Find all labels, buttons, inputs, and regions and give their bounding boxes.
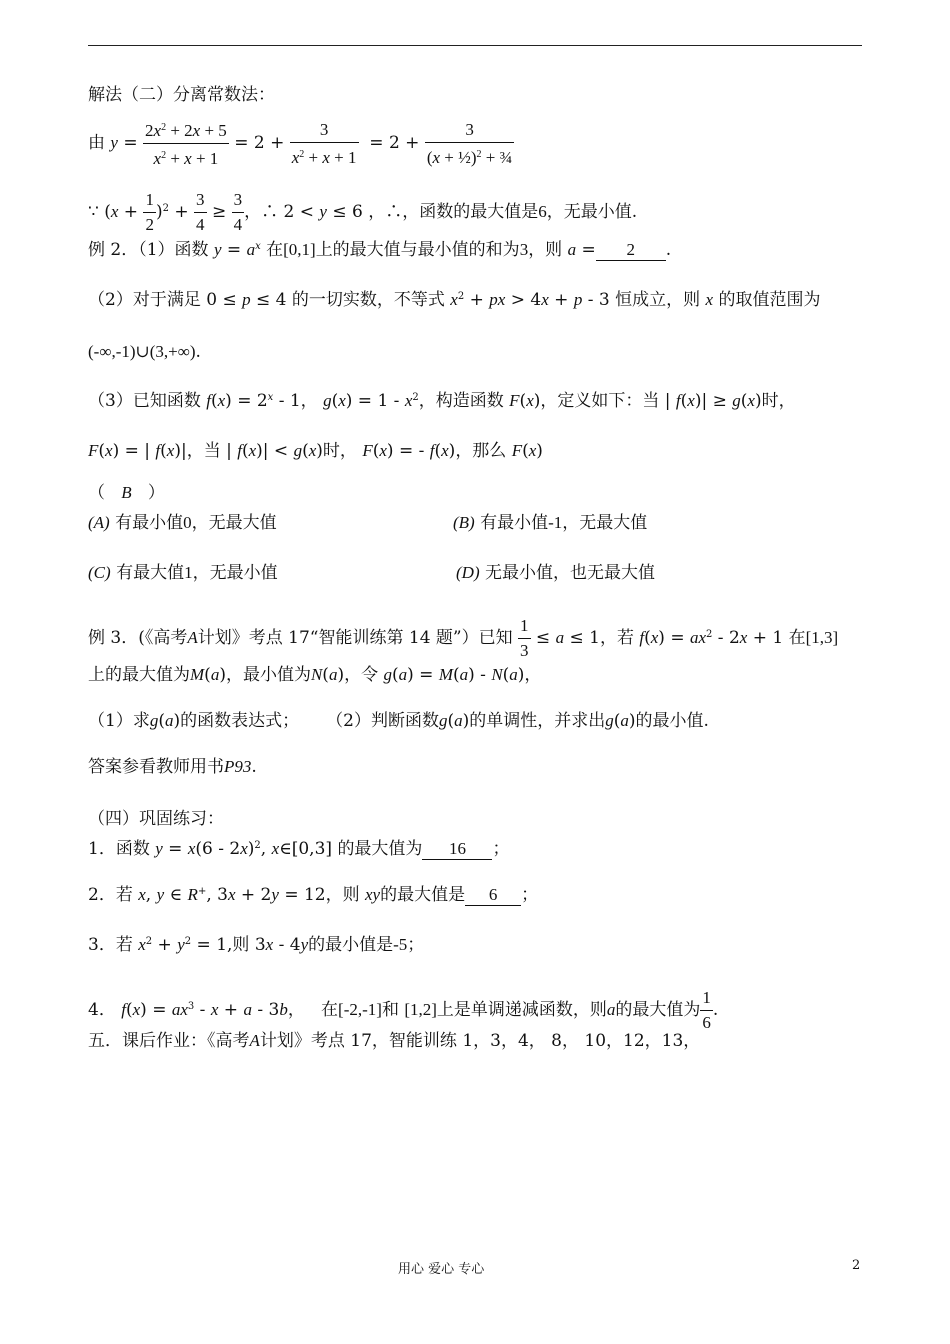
practice-heading: （四）巩固练习： <box>88 809 224 829</box>
option-c: (C) 有最大值1，无最小值 <box>88 563 278 583</box>
answer-blank: 2 <box>596 240 666 261</box>
option-a: (A) 有最小值0，无最大值 <box>88 513 277 533</box>
header-rule <box>88 45 862 46</box>
example3-questions: （1）求g(a)的函数表达式； （2）判断函数g(a)的单调性，并求出g(a)的最小值. <box>88 711 709 731</box>
solution2-heading: 解法（二）分离常数法： <box>88 85 275 105</box>
practice-item-3: 3．若 $x^2 + y^2 = 1$,则 3x - 4y的最小值是-5； <box>88 935 425 955</box>
example3-statement: 例 3．(《高考A计划》考点 17“智能训练第 14 题”）已知 $\frac{1}{3}$ ≤ a ≤ 1，若 $f(x) = ax^2 - 2x + 1$ 在[1,3] <box>88 616 839 660</box>
solution2-equation: 由 y = $\frac{2x^2 + 2x + 5}{x^2 + x + 1}$ = 2 + $\frac{3}{x^2 + x + 1}$ = 2 + $\frac{3}{(x + \frac{1}{2})^2 + \frac{3}{4}}$ <box>88 116 514 171</box>
example3-line2: 上的最大值为M(a)，最小值为N(a)，令 g(a) = M(a) - N(a)， <box>88 665 542 685</box>
fraction: $\frac{3}{x^2 + x + 1}$ <box>291 119 357 167</box>
example2-part1: 例 2．（1）函数 $y = a^x$ 在[0,1]上的最大值与最小值的和为3，则 a = 2 . <box>88 240 672 260</box>
practice-item-4: 4． $f(x) = ax^3 - x + a - 3b$， 在[-2,-1]和 [1,2]上是单调递减函数，则a的最大值为 $\frac{1}{6}$ . <box>88 988 719 1032</box>
fraction: $\frac{3}{(x + \frac{1}{2})^2 + \frac{3}{4}}$ <box>426 119 513 167</box>
solution2-conclusion: ∵ (x + $\frac{1}{2}$ )$^2$ + $\frac{3}{4}$ ≥ $\frac{3}{4}$ ，∴ 2 < y ≤ 6 ，∴，函数的最大值是6，无最小值. <box>88 190 638 234</box>
answer-blank: 6 <box>465 885 521 906</box>
example2-part2: （2）对于满足 0 ≤ p ≤ 4 的一切实数，不等式 $x^2$ + px > 4x + p - 3 恒成立，则 x 的取值范围为 <box>88 290 821 310</box>
page-number: 2 <box>852 1258 861 1273</box>
option-d: (D) 无最小值，也无最大值 <box>456 563 656 583</box>
example3-answer-ref: 答案参看教师用书P93. <box>88 757 257 777</box>
answer-blank: 16 <box>422 839 492 860</box>
example2-part3-cont: F(x) = | f(x)|，当 | f(x)| < g(x)时， F(x) = - f(x)，那么 F(x) <box>88 441 543 461</box>
practice-item-2: 2．若 x, y ∈ R+, 3x + 2y = 12，则 xy的最大值是 6 ； <box>88 885 539 905</box>
homework: 五．课后作业：《高考A计划》考点 17，智能训练 1，3，4， 8， 10，12，13， <box>88 1031 701 1051</box>
fraction: $\frac{2x^2 + 2x + 5}{x^2 + x + 1}$ <box>143 116 229 171</box>
option-b: (B) 有最小值-1，无最大值 <box>453 513 648 533</box>
practice-item-1: 1．函数 y = x(6 - 2x)$^2$, x∈[0,3] 的最大值为 16 ； <box>88 839 510 859</box>
footer-motto: 用心 爱心 专心 <box>398 1262 485 1277</box>
example2-part2-answer: (-∞,-1)∪(3,+∞). <box>88 342 201 362</box>
example2-part3: （3）已知函数 $f(x) = 2^x - 1$， $g(x) = 1 - x^2$，构造函数 F(x)，定义如下：当 | f(x)| ≥ g(x)时， <box>88 391 796 411</box>
example2-choice: （ B ） <box>88 483 165 503</box>
